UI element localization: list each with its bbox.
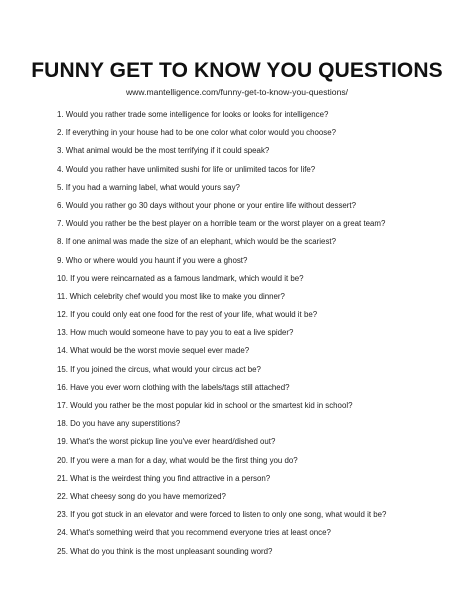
source-url: www.mantelligence.com/funny-get-to-know-you-questions/: [125, 87, 349, 97]
question-item: 12. If you could only eat one food for the rest of your life, what would it be?: [57, 310, 318, 320]
question-item: 7. Would you rather be the best player on a horrible team or the worst player on a great team?: [57, 219, 386, 229]
question-item: 3. What animal would be the most terrifying if it could speak?: [57, 146, 270, 156]
page-title: FUNNY GET TO KNOW YOU QUESTIONS: [31, 59, 443, 82]
question-item: 13. How much would someone have to pay you to eat a live spider?: [57, 328, 294, 338]
question-item: 22. What cheesy song do you have memorized?: [57, 491, 226, 501]
question-item: 18. Do you have any superstitions?: [57, 419, 181, 429]
question-item: 17. Would you rather be the most popular kid in school or the smartest kid in school?: [57, 401, 353, 410]
question-item: 8. If one animal was made the size of an elephant, which would be the scariest?: [57, 237, 336, 247]
question-item: 2. If everything in your house had to be one color what color would you choose?: [57, 128, 336, 138]
question-item: 23. If you got stuck in an elevator and were forced to listen to only one song, what would it be?: [57, 510, 387, 520]
question-item: 20. If you were a man for a day, what would be the first thing you do?: [57, 455, 298, 465]
question-item: 16. Have you ever worn clothing with the labels/tags still attached?: [57, 382, 290, 392]
question-item: 4. Would you rather have unlimited sushi for life or unlimited tacos for life?: [57, 164, 316, 174]
question-item: 9. Who or where would you haunt if you were a ghost?: [57, 255, 248, 265]
question-item: 19. What's the worst pickup line you've ever heard/dished out?: [57, 437, 276, 447]
question-item: 24. What's something weird that you recommend everyone tries at least once?: [57, 528, 331, 538]
question-item: 25. What do you think is the most unpleasant sounding word?: [57, 546, 273, 556]
question-item: 14. What would be the worst movie sequel ever made?: [57, 346, 250, 356]
question-item: 10. If you were reincarnated as a famous landmark, which would it be?: [57, 273, 304, 283]
question-item: 11. Which celebrity chef would you most like to make you dinner?: [57, 291, 285, 301]
question-list: [57, 106, 467, 561]
question-item: 15. If you joined the circus, what would your circus act be?: [57, 364, 261, 374]
question-item: 6. Would you rather go 30 days without your phone or your entire life without dessert?: [57, 200, 356, 210]
question-item: 5. If you had a warning label, what would yours say?: [57, 182, 240, 192]
question-item: 1. Would you rather trade some intelligence for looks or looks for intelligence?: [57, 110, 329, 119]
question-item: 21. What is the weirdest thing you find attractive in a person?: [57, 473, 271, 483]
